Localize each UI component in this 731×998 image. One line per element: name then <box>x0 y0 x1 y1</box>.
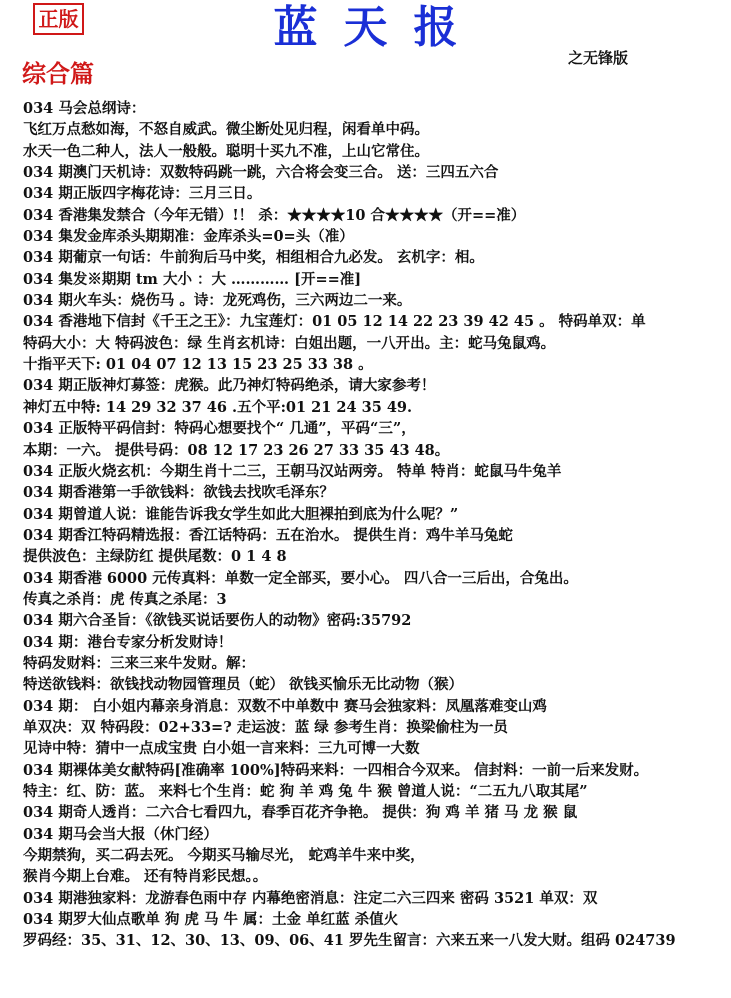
text-line: 034 期香江特码精选报：香江话特码：五在治水。 提供生肖：鸡牛羊马兔蛇 <box>23 526 513 544</box>
text-line: 传真之杀肖：虎 传真之杀尾：3 <box>23 590 227 608</box>
text-line: 飞红万点愁如海，不怒自威武。微尘断处见归程，闲看单中码。 <box>23 121 429 139</box>
text-line: 水天一色二种人，法人一般般。聪明十买九不准，上山它常住。 <box>23 142 429 160</box>
text-line: 特码大小：大 特码波色：绿 生肖玄机诗：白姐出题，一八开出。主：蛇马兔鼠鸡。 <box>23 334 556 352</box>
text-line: 034 期香港 6000 元传真料：单数一定全部买，要小心。 四八合一三后出，合兔出。 <box>23 569 578 587</box>
edition-label: 之无锋版 <box>568 49 629 67</box>
text-line: 034 期香港第一手欲钱料：欲钱去找吹毛泽东？ <box>23 484 334 502</box>
text-line: 十指平天下: 01 04 07 12 13 15 23 25 33 38 。 <box>23 356 373 374</box>
text-line: 034 期裸体美女献特码[准确率 100%]特码来料：一四相合今双来。 信封料：一前一后来发财。 <box>23 761 649 779</box>
text-line: 提供波色：主绿防红 提供尾数：0 1 4 8 <box>23 548 287 566</box>
text-line: 034 期：港台专家分析发财诗！ <box>23 633 233 651</box>
text-line: 034 期罗大仙点歌单 狗 虎 马 牛 属：土金 单红蓝 杀值火 <box>23 911 399 929</box>
text-line: 034 期澳门天机诗：双数特码跳一跳，六合将会变三合。 送：三四五六合 <box>23 164 499 182</box>
text-line: 034 期马会当大报（休门经） <box>23 825 218 843</box>
text-line: 034 期港独家料：龙游春色雨中存 内幕绝密消息：注定二六三四来 密码 3521 单双：双 <box>23 889 598 907</box>
text-line: 034 期六合圣旨：《欲钱买说话要伤人的动物》密码:35792 <box>23 612 412 630</box>
text-line: 034 正版特平码信封：特码心想要找个“ 几通”，平码“三”， <box>23 420 416 438</box>
text-line: 034 香港集发禁合（今年无错）!！ 杀：★★★★10 合★★★★（开==准） <box>23 206 526 224</box>
text-line: 034 正版火烧玄机：今期生肖十二三，王朝马汉站两旁。 特单 特肖：蛇鼠马牛兔羊 <box>23 462 562 480</box>
text-line: 特送欲钱料：欲钱找动物园管理员（蛇） 欲钱买愉乐无比动物（猴） <box>23 676 464 694</box>
content-body <box>23 98 723 952</box>
text-line: 特主：红、防：蓝。 来料七个生肖：蛇 狗 羊 鸡 兔 牛 猴 曾道人说：“二五九八取其尾” <box>23 783 588 800</box>
text-line: 034 期火车头：烧伤马 。诗：龙死鸡伤，三六两边二一来。 <box>23 292 412 310</box>
text-line: 神灯五中特: 14 29 32 37 46 .五个平:01 21 24 35 49. <box>23 398 413 416</box>
text-line: 猴肖今期上台难。 还有特肖彩民想。。 <box>23 868 268 886</box>
text-line: 单双决：双 特码段：02+33=? 走运波：蓝 绿 参考生肖：换梁偷柱为一员 <box>23 718 508 736</box>
text-line: 今期禁狗，买二码去死。 今期买马输尽光， 蛇鸡羊牛来中奖， <box>23 847 425 865</box>
text-line: 罗码经：35、31、12、30、13、09、06、41 罗先生留言：六来五来一八发大财。组码 024739 <box>23 932 676 950</box>
text-line: 034 期葡京一句话：牛前狗后马中奖，相组相合九必发。 玄机字：相。 <box>23 249 484 267</box>
text-line: 034 集发※期期 tm 大小 ：大 ………… [开==准] <box>23 270 362 288</box>
text-line: 034 期正版神灯募签：虎猴。此乃神灯特码绝杀，请大家参考！ <box>23 377 436 395</box>
text-line: 034 香港地下信封《千王之王》：九宝莲灯：01 05 12 14 22 23 39 42 45 。 特码单双：单 <box>23 313 646 331</box>
text-line: 034 集发金库杀头期期准：金库杀头=0=头（准） <box>23 228 354 246</box>
text-line: 034 期奇人透肖：二六合七看四九，春季百花齐争艳。 提供：狗 鸡 羊 猪 马 龙 猴 鼠 <box>23 804 578 822</box>
text-line: 034 期曾道人说：谁能告诉我女学生如此大胆裸拍到底为什么呢？” <box>23 505 459 523</box>
masthead-title: 蓝天报 <box>273 2 484 53</box>
text-line: 034 马会总纲诗： <box>23 100 146 117</box>
text-line: 特码发财料：三来三来牛发财。解： <box>23 654 255 672</box>
section-title: 综合篇 <box>22 59 94 88</box>
text-line: 034 期： 白小姐内幕亲身消息：双数不中单数中 赛马会独家料：凤凰落难变山鸡 <box>23 697 547 715</box>
authentic-badge: 正版 <box>33 3 84 35</box>
text-line: 见诗中特：猜中一点成宝贵 白小姐一言来料：三九可博一大数 <box>23 740 420 758</box>
text-line: 本期：一六。 提供号码：08 12 17 23 26 27 33 35 43 48。 <box>23 441 450 459</box>
text-line: 034 期正版四字梅花诗：三月三日。 <box>23 185 262 203</box>
